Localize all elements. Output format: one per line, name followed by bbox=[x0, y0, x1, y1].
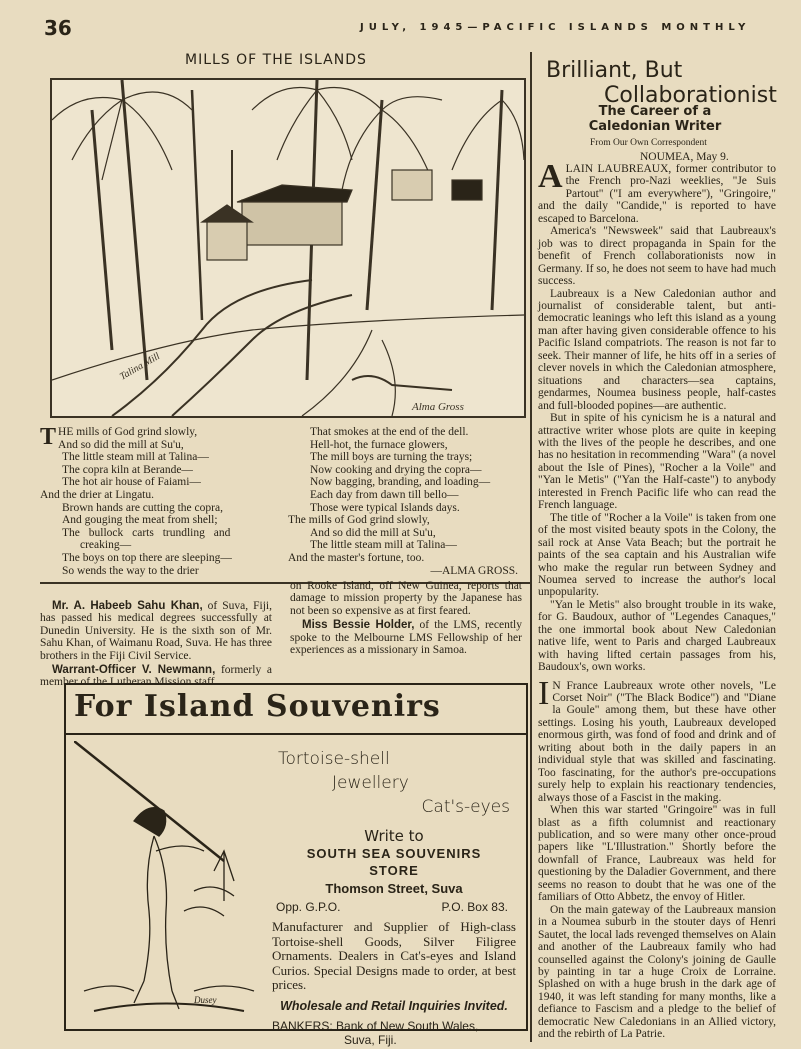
ad-headline: For Island Souvenirs bbox=[74, 689, 441, 724]
poem-line: Brown hands are cutting the copra, bbox=[62, 501, 223, 514]
news-name: Mr. A. Habeeb Sahu Khan, bbox=[52, 600, 203, 612]
news-item bbox=[40, 600, 272, 662]
poem-line: That smokes at the end of the dell. bbox=[310, 426, 469, 438]
ad-product: Cat's-eyes bbox=[421, 797, 510, 817]
poem-line: The bullock carts trundling and bbox=[62, 526, 231, 539]
article-dropcap: A bbox=[538, 158, 563, 195]
poem-line: The little steam mill at Talina— bbox=[310, 539, 457, 552]
poem-right-column bbox=[288, 426, 528, 577]
article-paragraph bbox=[538, 674, 776, 805]
poem-line: The little steam mill at Talina— bbox=[62, 451, 209, 464]
article-paragraph: When this war started "Gringoire" was in full blast as a fifth columnist and reactionary publication, and so were many other once-proud papers like "L'Illustration." Shortly before the downfall of France, Laubreaux was held for questioning by the Daladier Government, and there seems no reason to doubt that he was one of the familiars of Otto Abbetz, the envoy of Hitler. bbox=[538, 804, 776, 904]
article-title-line: Collaborationist bbox=[604, 83, 777, 108]
ad-street: Thomson Street, Suva bbox=[325, 881, 463, 896]
poem-line: Now bagging, branding, and loading— bbox=[310, 476, 491, 489]
mills-title: MILLS OF THE ISLANDS bbox=[185, 52, 367, 68]
page-number: 36 bbox=[44, 16, 72, 40]
poem-line: The copra kiln at Berande— bbox=[62, 463, 193, 476]
fisherman-drawing bbox=[74, 741, 264, 1021]
news-text: of the LMS, recently spoke to the Melbourne LMS Fellowship of her experiences as a missionary in Samoa. bbox=[290, 619, 522, 657]
poem-line: And the drier at Lingatu. bbox=[40, 488, 155, 501]
poem-line: And so did the mill at Su'u, bbox=[310, 526, 436, 539]
poem-line: creaking— bbox=[80, 539, 132, 552]
news-items-right bbox=[290, 580, 522, 658]
news-items-left bbox=[40, 600, 272, 691]
article-paragraph: But in spite of his cynicism he is a natural and attractive writer whose plots are quite in keeping with the lives of the people he describes, and one has no hesitation in recommending "Wara" (a novel about the Isle of Pines), "Rocher a la Voile" and "Yan le Metis" ("Yan the Half-caste") to anybody interested in French Pacific life who can read the French language. bbox=[538, 412, 776, 512]
ad-store-name: SOUTH SEA SOUVENIRS bbox=[306, 846, 482, 861]
poem-line: The hot air house of Faiami— bbox=[62, 476, 201, 489]
article-subtitle: The Career of a Caledonian Writer bbox=[588, 104, 722, 134]
ad-address-row bbox=[272, 900, 516, 914]
article-dropcap: I bbox=[538, 674, 550, 712]
poem-left-column bbox=[40, 426, 280, 577]
article-paragraph: America's "Newsweek" said that Laubreaux's job was to direct propaganda in Spain for the benefit of French collaborationists now in Germany. If so, he does not seem to have had much success. bbox=[538, 225, 776, 288]
poem-line: Those were typical Islands days. bbox=[310, 501, 460, 514]
poem-line: So wends the way to the drier bbox=[62, 564, 199, 577]
ad-po-box: P.O. Box 83. bbox=[441, 900, 508, 914]
article-dateline: NOUMEA, May 9. bbox=[640, 151, 729, 163]
poem-line: HE mills of God grind slowly, bbox=[58, 426, 198, 438]
news-text: formerly a member of the Lutheran Mission staff bbox=[40, 664, 272, 689]
ad-wholesale: Wholesale and Retail Inquiries Invited. bbox=[280, 998, 508, 1013]
article-title bbox=[546, 58, 777, 108]
poem-line: The boys on top there are sleeping— bbox=[62, 551, 232, 564]
ad-artist-signature: Dusey bbox=[194, 995, 217, 1005]
ad-copy bbox=[272, 747, 516, 1047]
news-item bbox=[290, 580, 522, 617]
article-paragraph bbox=[538, 158, 776, 225]
ad-product: Jewellery bbox=[332, 773, 409, 793]
poem-line: And so did the mill at Su'u, bbox=[58, 438, 184, 451]
poem-line: And gouging the meat from shell; bbox=[62, 514, 218, 527]
ad-bankers: BANKERS: Bank of New South Wales, bbox=[272, 1018, 479, 1033]
article-paragraph: Laubreaux is a New Caledonian author and journalist of considerable talent, but anti-democratic leanings who left this island as a young man after having given considerable offence to his Pacific Island compatriots. The reason is not far to seek. Their manner of life, he hits off in a series of clever novels in which the Caledonian atmosphere, situations and characters—sea captains, gendarmes, Noumea business people, half-castes and full-blooded popines—are authentic. bbox=[538, 287, 776, 412]
article-paragraph: "Yan le Metis" also brought trouble in its wake, for G. Baudoux, author of "Legendes Canaques," the one immortal book about New Caledonian native life, went to Paris and charged Laubreaux with having lifted certain passages from his, Baudoux's, own works. bbox=[538, 598, 776, 674]
poem-line: Hell-hot, the furnace glowers, bbox=[310, 438, 448, 451]
poem-line: And the master's fortune, too. bbox=[288, 551, 425, 564]
poem-dropcap: T bbox=[40, 424, 57, 450]
article-title-line: Brilliant, But bbox=[546, 58, 683, 83]
poem-line: Now cooking and drying the copra— bbox=[310, 463, 482, 476]
mill-drawing bbox=[52, 80, 524, 416]
ad-write-to: Write to bbox=[364, 827, 424, 845]
ad-product: Tortoise-shell bbox=[278, 749, 390, 769]
news-text: of Suva, Fiji, has passed his medical degrees successfully at Dunedin University. He is the sixth son of Mr. Sahu Khan, of Waimanu Road, Suva. He has three brothers in the Fiji Civil Service. bbox=[40, 600, 272, 662]
illustration-signature: Alma Gross bbox=[412, 401, 464, 413]
news-text: on Rooke Island, off New Guinea, reports that damage to mission property by the Japanese has not been so expensive as at first feared. bbox=[290, 580, 522, 617]
news-name: Miss Bessie Holder, bbox=[302, 619, 415, 632]
spear-fisherman-illustration bbox=[74, 741, 264, 1021]
souvenir-advertisement bbox=[64, 683, 528, 1047]
article-body bbox=[538, 158, 776, 1041]
poem-line: The mills of God grind slowly, bbox=[288, 514, 430, 527]
news-item bbox=[290, 619, 522, 656]
mill-illustration bbox=[50, 78, 526, 418]
poem-line: Each day from dawn till bello— bbox=[310, 488, 459, 501]
poem-author: —ALMA GROSS. bbox=[430, 564, 518, 577]
ad-opp: Opp. G.P.O. bbox=[276, 900, 341, 914]
ad-bankers: Suva, Fiji. bbox=[344, 1032, 397, 1047]
poem-line: The mill boys are turning the trays; bbox=[310, 451, 473, 464]
column-divider bbox=[530, 52, 532, 1042]
illustration-caption: Talina Mill bbox=[118, 350, 162, 383]
article-byline: From Our Own Correspondent bbox=[590, 138, 707, 148]
article-text: N France Laubreaux wrote other novels, "Le Corset Noir" ("The Black Bodice") and "Diane la Goule" among them, but these have other settings. Losing his youth, Laubreaux developed enormous girth, was fond of food and drink and of writing about both in the daily papers in an individual style that was skilled and fascinating. Too fascinating, for the author's pre-occupations surely help to explain his reactionary tendencies, always those of a Fascist in the making. bbox=[538, 679, 776, 804]
article-paragraph: The title of "Rocher a la Voile" is taken from one of the most visited beauty spots in the Colony, the sail rock at Anse Vata Beach; but the portrait he paints of the sea captain and his Australian wife who make the regular run between Sydney and Noumea served to increase the author's local unpopularity. bbox=[538, 511, 776, 599]
article-paragraph: On the main gateway of the Laubreaux mansion in a Noumea suburb in the stouter days of Henri Sautet, the local lads revenged themselves on Alain and another of the Laubreaux family who had counselled against the Colony's joining de Gaulle by painting in tar a huge Croix de Lorraine. Splashed on with a huge brush in the dark age of 1940, it was left standing for many months, like a defiance to Fascism and a pledge to the belief of democratic New Caledonians in an Allied victory, and the rebirth of La Patrie. bbox=[538, 903, 776, 1041]
ad-body-text: Manufacturer and Supplier of High-class Tortoise-shell Goods, Silver Filigree Ornaments. Dealers in Cat's-eyes and Island Curios. Special Designs made to order, at best prices. bbox=[272, 919, 516, 992]
ad-store-name: STORE bbox=[369, 863, 419, 878]
ad-divider bbox=[66, 733, 526, 735]
article-text: LAIN LAUBREAUX, former contributor to the French pro-Nazi weeklies, "Je Suis Partout" ("I am everywhere"), "Gringoire," and the daily "Candide," is reported to have escaped to Barcelona. bbox=[538, 163, 776, 225]
running-head: JULY, 1945—PACIFIC ISLANDS MONTHLY bbox=[360, 22, 751, 33]
news-name: Warrant-Officer V. Newmann, bbox=[52, 664, 216, 677]
